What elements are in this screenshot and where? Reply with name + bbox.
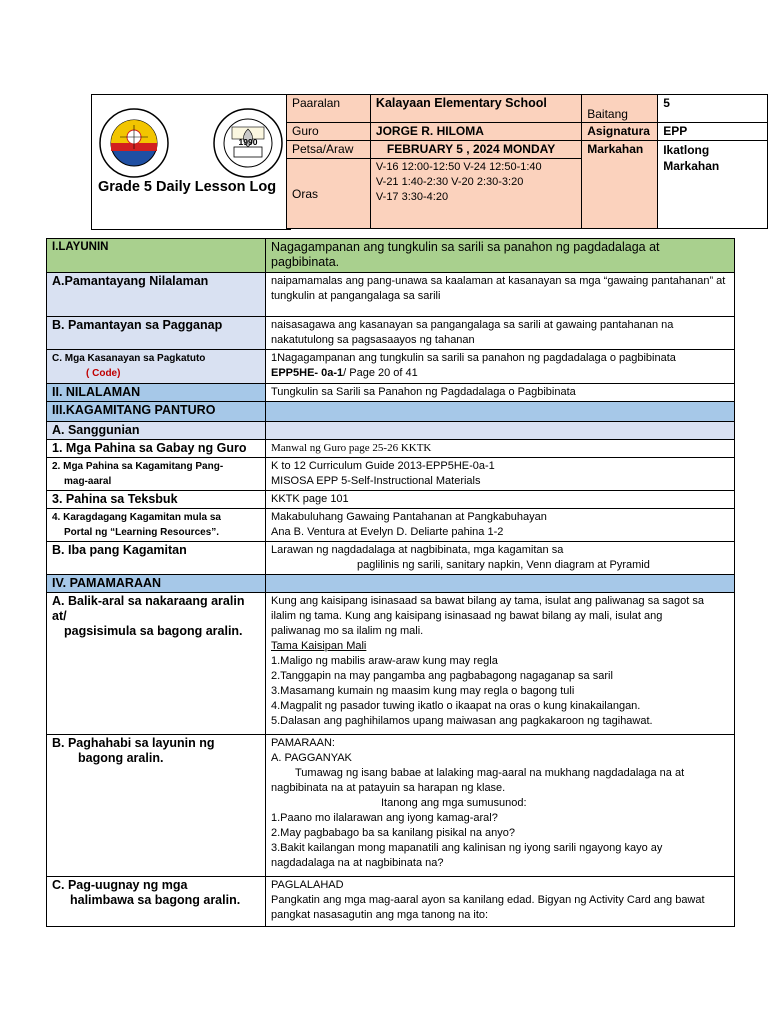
nilalaman-label: II. NILALAMAN — [47, 384, 266, 402]
pamantayan-pagganap-value: naisasagawa ang kasanayan sa pangangalaga sa sarili at gawaing pantahanan na nakatutulong sa pagsasaayos ng tahanan — [266, 317, 735, 350]
gabay-guro-label: 1. Mga Pahina sa Gabay ng Guro — [47, 440, 266, 458]
oras-label: Oras — [287, 159, 371, 229]
table-row — [47, 402, 735, 422]
nilalaman-value: Tungkulin sa Sarili sa Panahon ng Pagdadalaga o Pagbibinata — [266, 384, 735, 402]
table-row — [47, 509, 735, 542]
pamantayang-nilalaman-label: A.Pamantayang Nilalaman — [47, 273, 266, 317]
iba-pang-kagamitan-label: B. Iba pang Kagamitan — [47, 542, 266, 575]
table-row — [47, 273, 735, 317]
pamantayang-nilalaman-value: naipamamalas ang pang-unawa sa kaalaman at kasanayan sa mga “gawaing pantahanan” at tungkulin at pangangalaga sa sarili — [266, 273, 735, 317]
table-row — [47, 542, 735, 575]
markahan-label: Markahan — [582, 141, 658, 229]
petsa-value: FEBRUARY 5 , 2024 MONDAY — [370, 141, 581, 159]
gabay-guro-value: Manwal ng Guro page 25-26 KKTK — [266, 440, 735, 458]
lesson-table — [46, 238, 735, 927]
iba-pang-kagamitan-value: Larawan ng nagdadalaga at nagbibinata, mga kagamitan sa paglilinis ng sarili, sanitary napkin, Venn diagram at Pyramid — [266, 542, 735, 575]
table-row — [47, 317, 735, 350]
paghahabi-value: PAMARAAN: A. PAGGANYAK Tumawag ng isang babae at lalaking mag-aaral na mukhang nagdadalaga na at nagbibinata na at patayuin sa harapan ng klase. Itanong ang mga sumusunod: 1.Paano mo ilalarawan ang iyong kamag-aral? 2.May pagbabago ba sa kanilang pisikal na anyo? 3.Bakit kailangan mong mapanatili ang kalinisan ng iyong sarili ngayong kayo ay nagdadalaga na at nagbibinata na? — [266, 735, 735, 877]
division-office-logo-icon — [98, 107, 170, 179]
table-row — [47, 422, 735, 440]
table-row — [47, 239, 735, 273]
table-row — [47, 440, 735, 458]
pag-uugnay-value: PAGLALAHAD Pangkatin ang mga mag-aaral ayon sa kanilang edad. Bigyan ng Activity Card ang bawat pangkat nasasagutin ang mga tanong na ito: — [266, 877, 735, 927]
balik-aral-value: Kung ang kaisipang isinasaad sa bawat bilang ay tama, isulat ang paliwanag sa sagot sa ilalim ng tama. Kung ang kaisipang isinasaad ng bawat bilang ay mali, isulat ang paliwanag mo sa ilalim ng mali. Tama Kaisipan Mali 1.Maligo ng mabilis araw-araw kung may regla 2.Tanggapin na may pangamba ang pagbabagong nagaganap sa saril 3.Masamang kumain ng maasim kung may regla o bagong tuli 4.Magpalit ng pasador tuwing ikatlo o ikaapat na oras o kung kinakailangan. 5.Dalasan ang paghihilamos upang maiwasan ang pagkakaroon ng tagihawat. — [266, 593, 735, 735]
guro-value: JORGE R. HILOMA — [370, 123, 581, 141]
sanggunian-label: A. Sanggunian — [47, 422, 266, 440]
guro-label: Guro — [287, 123, 371, 141]
markahan-value: Ikatlong Markahan — [658, 141, 768, 229]
baitang-value: 5 — [658, 95, 768, 123]
table-row — [47, 384, 735, 402]
pamantayan-pagganap-label: B. Pamantayan sa Pagganap — [47, 317, 266, 350]
paaralan-value: Kalayaan Elementary School — [370, 95, 581, 123]
karagdagang-kagamitan-value: Makabuluhang Gawaing Pantahanan at Pangkabuhayan Ana B. Ventura at Evelyn D. Deliarte pahina 1-2 — [266, 509, 735, 542]
teksbuk-label: 3. Pahina sa Teksbuk — [47, 491, 266, 509]
baitang-label: Baitang — [582, 95, 658, 123]
layunin-value: Nagagampanan ang tungkulin sa sarili sa panahon ng pagdadalaga at pagbibinata. — [266, 239, 735, 273]
table-row — [47, 458, 735, 491]
kagamitang-pang-mag-aaral-label: 2. Mga Pahina sa Kagamitang Pang- mag-aaral — [47, 458, 266, 491]
pag-uugnay-label: C. Pag-uugnay ng mga halimbawa sa bagong aralin. — [47, 877, 266, 927]
balik-aral-label: A. Balik-aral sa nakaraang aralin at/ pagsisimula sa bagong aralin. — [47, 593, 266, 735]
pamamaraan-label: IV. PAMAMARAAN — [47, 575, 266, 593]
info-table — [286, 94, 768, 229]
oras-value: V-16 12:00-12:50 V-24 12:50-1:40 V-21 1:40-2:30 V-20 2:30-3:20 V-17 3:30-4:20 — [370, 159, 581, 229]
teksbuk-value: KKTK page 101 — [266, 491, 735, 509]
table-row — [47, 877, 735, 927]
asignatura-value: EPP — [658, 123, 768, 141]
school-logo-year: 1990 — [238, 137, 258, 147]
page-title: Grade 5 Daily Lesson Log — [98, 179, 277, 195]
asignatura-label: Asignatura — [582, 123, 658, 141]
table-row — [47, 593, 735, 735]
kasanayan-label: C. Mga Kasanayan sa Pagkatuto ( Code) — [47, 350, 266, 384]
table-row — [47, 735, 735, 877]
kagamitang-pang-mag-aaral-value: K to 12 Curriculum Guide 2013-EPP5HE-0a-1 MISOSA EPP 5-Self-Instructional Materials — [266, 458, 735, 491]
table-row — [47, 491, 735, 509]
table-row — [47, 350, 735, 384]
table-row — [47, 575, 735, 593]
petsa-label: Petsa/Araw — [287, 141, 371, 159]
paaralan-label: Paaralan — [287, 95, 371, 123]
kasanayan-value: 1Nagagampanan ang tungkulin sa sarili sa panahon ng pagdadalaga o pagbibinata EPP5HE- 0a-1/ Page 20 of 41 — [266, 350, 735, 384]
paghahabi-label: B. Paghahabi sa layunin ng bagong aralin. — [47, 735, 266, 877]
karagdagang-kagamitan-label: 4. Karagdagang Kagamitan mula sa Portal ng “Learning Resources”. — [47, 509, 266, 542]
header-box — [91, 94, 291, 230]
kagamitan-label: III.KAGAMITANG PANTURO — [47, 402, 266, 422]
layunin-label: I.LAYUNIN — [47, 239, 266, 273]
